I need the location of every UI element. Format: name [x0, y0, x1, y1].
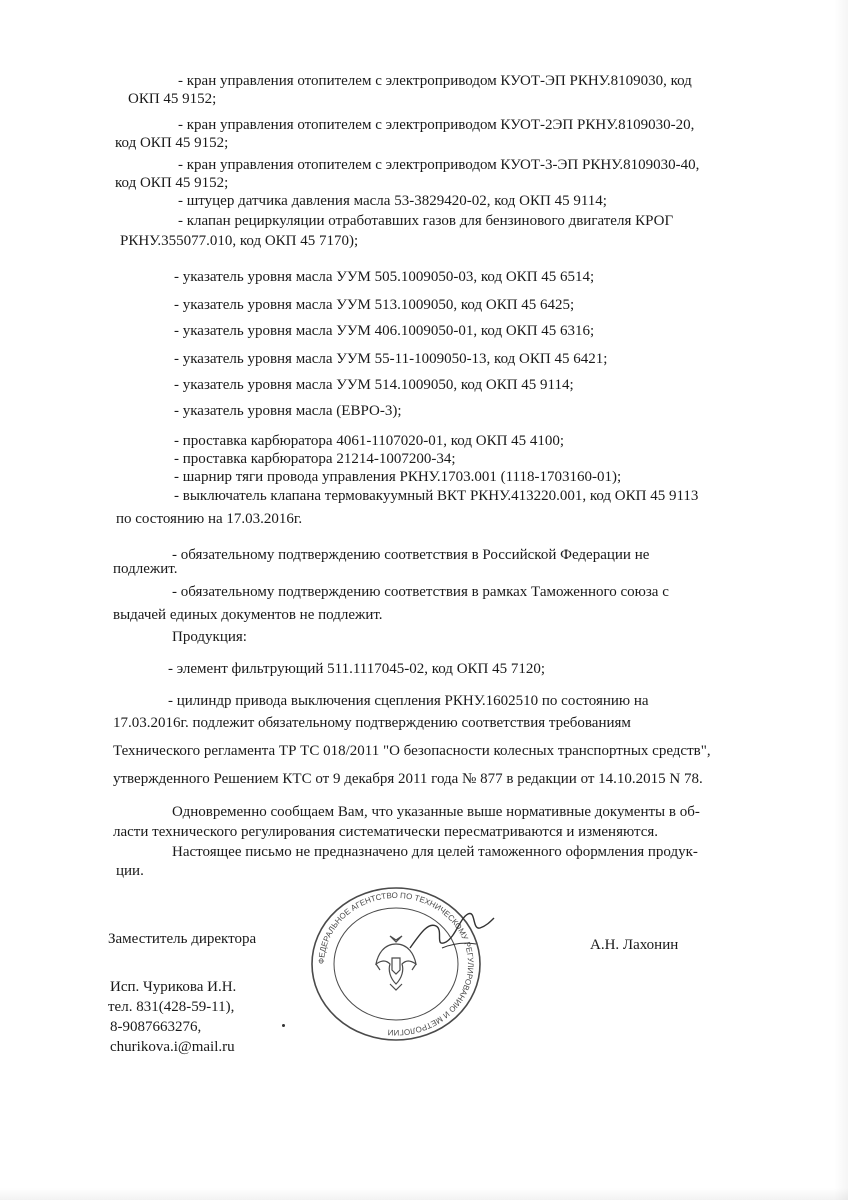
list-item: - указатель уровня масла УУМ 505.1009050-03, код ОКП 45 6514; — [174, 269, 595, 285]
list-item: - проставка карбюратора 4061-1107020-01, код ОКП 45 4100; — [174, 433, 565, 449]
list-item: - указатель уровня масла УУМ 514.1009050, код ОКП 45 9114; — [174, 377, 574, 393]
list-item-cont: код ОКП 45 9152; — [115, 135, 229, 151]
notice-paragraph: Одновременно сообщаем Вам, что указанные выше нормативные документы в об- — [172, 804, 700, 820]
list-item: - клапан рециркуляции отработавших газов для бензинового двигателя КРОГ — [178, 213, 674, 229]
list-item-cont: ОКП 45 9152; — [128, 91, 217, 107]
list-item: - кран управления отопителем с электроприводом КУОТ-2ЭП РКНУ.8109030-20, — [178, 117, 695, 133]
list-item: - шарнир тяги провода управления РКНУ.1703.001 (1118-1703160-01); — [174, 469, 622, 485]
paragraph-rf-cont: подлежит. — [113, 561, 178, 577]
list-item: - выключатель клапана термовакуумный ВКТ РКНУ.413220.001, код ОКП 45 9113 — [174, 488, 699, 504]
product-cylinder-cont: Технического регламента ТР ТС 018/2011 "О безопасности колесных транспортных средств", — [113, 743, 711, 759]
customs-paragraph-cont: ции. — [116, 863, 144, 879]
signatory-title: Заместитель директора — [108, 931, 257, 947]
customs-paragraph: Настоящее письмо не предназначено для целей таможенного оформления продук- — [172, 844, 698, 860]
official-seal — [296, 884, 496, 1044]
scan-edge-shade — [834, 0, 848, 1200]
list-item-cont: РКНУ.355077.010, код ОКП 45 7170); — [120, 233, 359, 249]
contact-phone: 8-9087663276, — [110, 1019, 202, 1035]
paragraph-ts-cont: выдачей единых документов не подлежит. — [113, 607, 383, 623]
status-line: по состоянию на 17.03.2016г. — [116, 511, 303, 527]
scan-bottom-shade — [0, 1188, 848, 1200]
list-item: - указатель уровня масла УУМ 55-11-1009050-13, код ОКП 45 6421; — [174, 351, 608, 367]
list-item: - кран управления отопителем с электроприводом КУОТ-ЭП РКНУ.8109030, код — [178, 73, 692, 89]
list-item: - штуцер датчика давления масла 53-3829420-02, код ОКП 45 9114; — [178, 193, 607, 209]
contact-phone: тел. 831(428-59-11), — [108, 999, 235, 1015]
contact-executor: Исп. Чурикова И.Н. — [110, 979, 237, 995]
signatory-name: А.Н. Лахонин — [590, 937, 679, 953]
list-item: - указатель уровня масла УУМ 513.1009050, код ОКП 45 6425; — [174, 297, 575, 313]
notice-paragraph-cont: ласти технического регулирования систематически пересматриваются и изменяются. — [113, 824, 659, 840]
seal-text: ФЕДЕРАЛЬНОЕ АГЕНТСТВО ПО ТЕХНИЧЕСКОМУ РЕГУЛИРОВАНИЮ И МЕТРОЛОГИИ — [316, 890, 476, 1038]
signature-icon — [406, 904, 496, 964]
list-item: - указатель уровня масла УУМ 406.1009050-01, код ОКП 45 6316; — [174, 323, 595, 339]
list-item: - указатель уровня масла (ЕВРО-3); — [174, 403, 402, 419]
list-item-cont: код ОКП 45 9152; — [115, 175, 229, 191]
products-heading: Продукция: — [172, 629, 247, 645]
ink-speck — [282, 1024, 285, 1027]
product-cylinder: - цилиндр привода выключения сцепления РКНУ.1602510 по состоянию на — [168, 693, 649, 709]
list-item: - проставка карбюратора 21214-1007200-34; — [174, 451, 456, 467]
paragraph-rf: - обязательному подтверждению соответствия в Российской Федерации не — [172, 547, 650, 563]
paragraph-ts: - обязательному подтверждению соответствия в рамках Таможенного союза с — [172, 584, 669, 600]
product-cylinder-cont: утвержденного Решением КТС от 9 декабря 2011 года № 877 в редакции от 14.10.2015 N 78. — [113, 771, 703, 787]
contact-email: churikova.i@mail.ru — [110, 1039, 235, 1055]
list-item: - кран управления отопителем с электроприводом КУОТ-3-ЭП РКНУ.8109030-40, — [178, 157, 700, 173]
product-cylinder-cont: 17.03.2016г. подлежит обязательному подтверждению соответствия требованиям — [113, 715, 631, 731]
product-filter: - элемент фильтрующий 511.1117045-02, код ОКП 45 7120; — [168, 661, 546, 677]
